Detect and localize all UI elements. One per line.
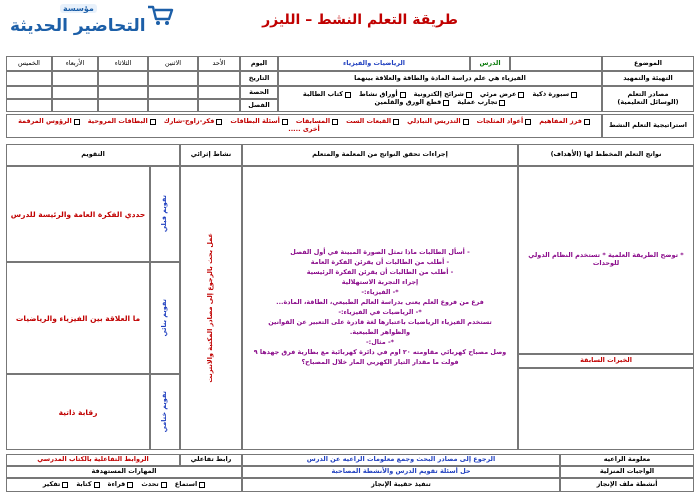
skill-option-2[interactable]: تحدث: [141, 481, 166, 489]
post-evaluation-text: رقابة ذاتية: [6, 374, 150, 450]
skills-options: [6, 478, 242, 492]
checkbox-icon: [94, 482, 100, 488]
class-label: الفصل: [240, 99, 278, 112]
procedure-line-1: - أسأل الطالبات ماذا تمثل الصورة المبينة في أول الفصل: [290, 248, 470, 257]
mid-evaluation-label: تقويم بنائي: [160, 299, 169, 337]
subject-label: الموضوع: [602, 56, 694, 71]
procedure-line-6: فرع من فروع العلم يعنى بدراسة العالم الطبيعي، الطاقة، المادة...: [276, 298, 484, 307]
date-cell-2: [148, 71, 198, 86]
source-option-6[interactable]: تجارب عملية: [457, 99, 505, 107]
period-cell-3: [98, 86, 148, 99]
outcomes-goal: * توضح الطريقة العلمية * تستخدم النظام الدولي للوحدات: [518, 166, 694, 354]
page-title: طريقة التعلم النشط – الليزر: [262, 12, 458, 28]
strategy-option-1[interactable]: فرز المفاهيم: [539, 118, 590, 126]
enrich-info-label: معلومة الراعيه: [560, 454, 694, 466]
procedure-line-2: - أطلب من الطالبات أن يقرئن الفكرة العامة: [310, 258, 450, 267]
enrich-info-value: الرجوع إلى مصادر البحث وجمع معلومات الراعيه عن الدرس: [242, 454, 560, 466]
checkbox-icon: [499, 100, 505, 106]
class-cell-5: [6, 99, 52, 112]
strategy-option-5[interactable]: المسابقات: [296, 118, 338, 126]
checkbox-icon: [518, 92, 524, 98]
strategy-option-9[interactable]: الرؤوس المرقمة: [18, 118, 80, 126]
evaluation-header: التقويم: [6, 144, 180, 166]
class-cell-1: [198, 99, 240, 112]
source-option-1[interactable]: سبورة ذكية: [532, 91, 577, 99]
date-cell-4: [52, 71, 98, 86]
pre-evaluation-text: حددي الفكرة العامة والرئيسة للدرس: [6, 166, 150, 262]
day-thursday: الخميس: [6, 56, 52, 71]
checkbox-icon: [443, 100, 449, 106]
homework-label: الواجبات المنزلية: [560, 466, 694, 478]
prior-experience-cell: [518, 368, 694, 450]
class-cell-2: [148, 99, 198, 112]
class-cell-3: [98, 99, 148, 112]
procedure-line-3: - أطلب من الطالبات أن يقرئن الفكرة الرئيسية: [306, 268, 454, 277]
date-cell-5: [6, 71, 52, 86]
strategy-other: أخرى .....: [288, 125, 320, 133]
class-cell-4: [52, 99, 98, 112]
post-evaluation-label-cell: [150, 374, 180, 450]
period-cell-5: [6, 86, 52, 99]
enrichment-header: نشاط إثرائي: [180, 144, 242, 166]
procedures-header: إجراءات تحقق النواتج من المعلمة والمتعلم: [242, 144, 518, 166]
source-option-2[interactable]: عرض مرئي: [480, 91, 525, 99]
checkbox-icon: [127, 482, 133, 488]
checkbox-icon: [571, 92, 577, 98]
brand-name: التحاضير الحديثة: [10, 16, 146, 36]
procedures-content: [253, 248, 507, 367]
homework-value: حل أسئلة تقويم الدرس والأنشطة المصاحبة: [242, 466, 560, 478]
procedures-cell: [242, 166, 518, 450]
period-cell-2: [148, 86, 198, 99]
procedure-line-4: إجراء التجربة الاستهلالية: [341, 278, 419, 287]
source-option-7[interactable]: قطع الورق والقلمين: [375, 99, 450, 107]
pre-evaluation-label: تقويم قبلي: [160, 195, 169, 233]
checkbox-icon: [584, 119, 590, 125]
strategy-option-4[interactable]: القبعات الست: [346, 118, 399, 126]
shopping-cart-icon: [146, 4, 174, 26]
post-evaluation-label: تقويم ختامي: [160, 391, 169, 433]
checkbox-icon: [345, 92, 351, 98]
checkbox-icon: [161, 482, 167, 488]
skills-label: المهارات المستهدفة: [6, 466, 242, 478]
skill-option-4[interactable]: كتابة: [76, 481, 99, 489]
strategy-option-8[interactable]: البطاقات المروحية: [88, 118, 156, 126]
interactive-link-value[interactable]: الروابط التفاعلية بالكتاب المدرسي: [6, 454, 180, 466]
outcomes-header: نواتج التعلم المخطط لها (الأهداف): [518, 144, 694, 166]
period-cell-1: [198, 86, 240, 99]
day-monday: الاثنين: [148, 56, 198, 71]
interactive-link-label: رابط تفاعلي: [180, 454, 242, 466]
day-label: اليوم: [240, 56, 278, 71]
checkbox-icon: [525, 119, 531, 125]
skill-option-3[interactable]: قراءة: [108, 481, 134, 489]
procedure-line-8: تستخدم الفيزياء الرياضيات باعتبارها لغة قادرة على التعبير عن القوانين والظواهر الطبيعية.: [268, 317, 492, 336]
checkbox-icon: [199, 482, 205, 488]
subject-value-cell: [510, 56, 602, 71]
sources-options: [278, 86, 602, 112]
period-cell-4: [52, 86, 98, 99]
checkbox-icon: [463, 119, 469, 125]
procedure-line-5: *- الفيزياء:-: [361, 288, 399, 297]
source-option-3[interactable]: شرائح إلكترونية: [414, 91, 472, 99]
mid-evaluation-text: ما العلاقة بين الفيزياء والرياضيات: [6, 262, 150, 374]
date-cell-3: [98, 71, 148, 86]
intro-label: التهيئة والتمهيد: [602, 71, 694, 86]
strategy-options: [6, 114, 602, 138]
day-tuesday: الثلاثاء: [98, 56, 148, 71]
prior-experience-label: الخبرات السابقة: [518, 354, 694, 368]
checkbox-icon: [332, 119, 338, 125]
checkbox-icon: [393, 119, 399, 125]
brand-small-label: مؤسسة: [60, 4, 97, 13]
checkbox-icon: [282, 119, 288, 125]
skill-option-5[interactable]: تفكير: [43, 481, 69, 489]
sources-label: مصادر التعلم (الوسائل التعليمية): [602, 86, 694, 112]
period-label: الحصة: [240, 86, 278, 99]
procedure-line-10: وصل مصباح كهربائي مقاومته ٢٠ اوم في دائرة كهربائية مع بطارية فرق جهدها ٩ فولت ما مقدار التيار الكهربي المار خلال المصباح؟: [253, 347, 507, 366]
date-cell-1: [198, 71, 240, 86]
strategy-option-6[interactable]: أسئلة البطاقات: [230, 118, 287, 126]
strategy-label: استراتيجية التعلم النشط: [602, 114, 694, 138]
enrichment-cell: [180, 166, 242, 450]
procedure-line-7: *- الرياضيات في الفيزياء:-: [338, 308, 422, 316]
strategy-option-7[interactable]: فكر-زاوج-شارك: [164, 118, 223, 126]
procedure-line-9: *- مثال:-: [366, 337, 394, 346]
intro-value: الفيزياء هي علم دراسة المادة والطاقة والعلاقة بينهما: [278, 71, 602, 86]
checkbox-icon: [216, 119, 222, 125]
mid-evaluation-label-cell: [150, 262, 180, 374]
strategy-option-2[interactable]: أعواد المثلجات: [477, 118, 532, 126]
day-sunday: الأحد: [198, 56, 240, 71]
subject-value: الرياضيات والفيزياء: [278, 56, 470, 71]
strategy-option-3[interactable]: التدريس التبادلي: [407, 118, 468, 126]
portfolio-value: تنفيذ حقيبة الإنجاز: [242, 478, 560, 492]
checkbox-icon: [62, 482, 68, 488]
checkbox-icon: [74, 119, 80, 125]
skill-option-1[interactable]: استماع: [175, 481, 206, 489]
pre-evaluation-label-cell: [150, 166, 180, 262]
enrichment-text: عمل بحث بالرجوع إلى مصادر المكتبة والانترنت: [206, 233, 215, 383]
source-option-4[interactable]: أوراق نشاط: [359, 91, 406, 99]
checkbox-icon: [150, 119, 156, 125]
portfolio-label: أنشطة ملف الإنجاز: [560, 478, 694, 492]
lesson-label: الدرس: [470, 56, 510, 71]
day-wednesday: الأربعاء: [52, 56, 98, 71]
source-option-5[interactable]: كتاب الطالبة: [303, 91, 351, 99]
date-label: التاريخ: [240, 71, 278, 86]
brand-logo: [6, 4, 176, 44]
